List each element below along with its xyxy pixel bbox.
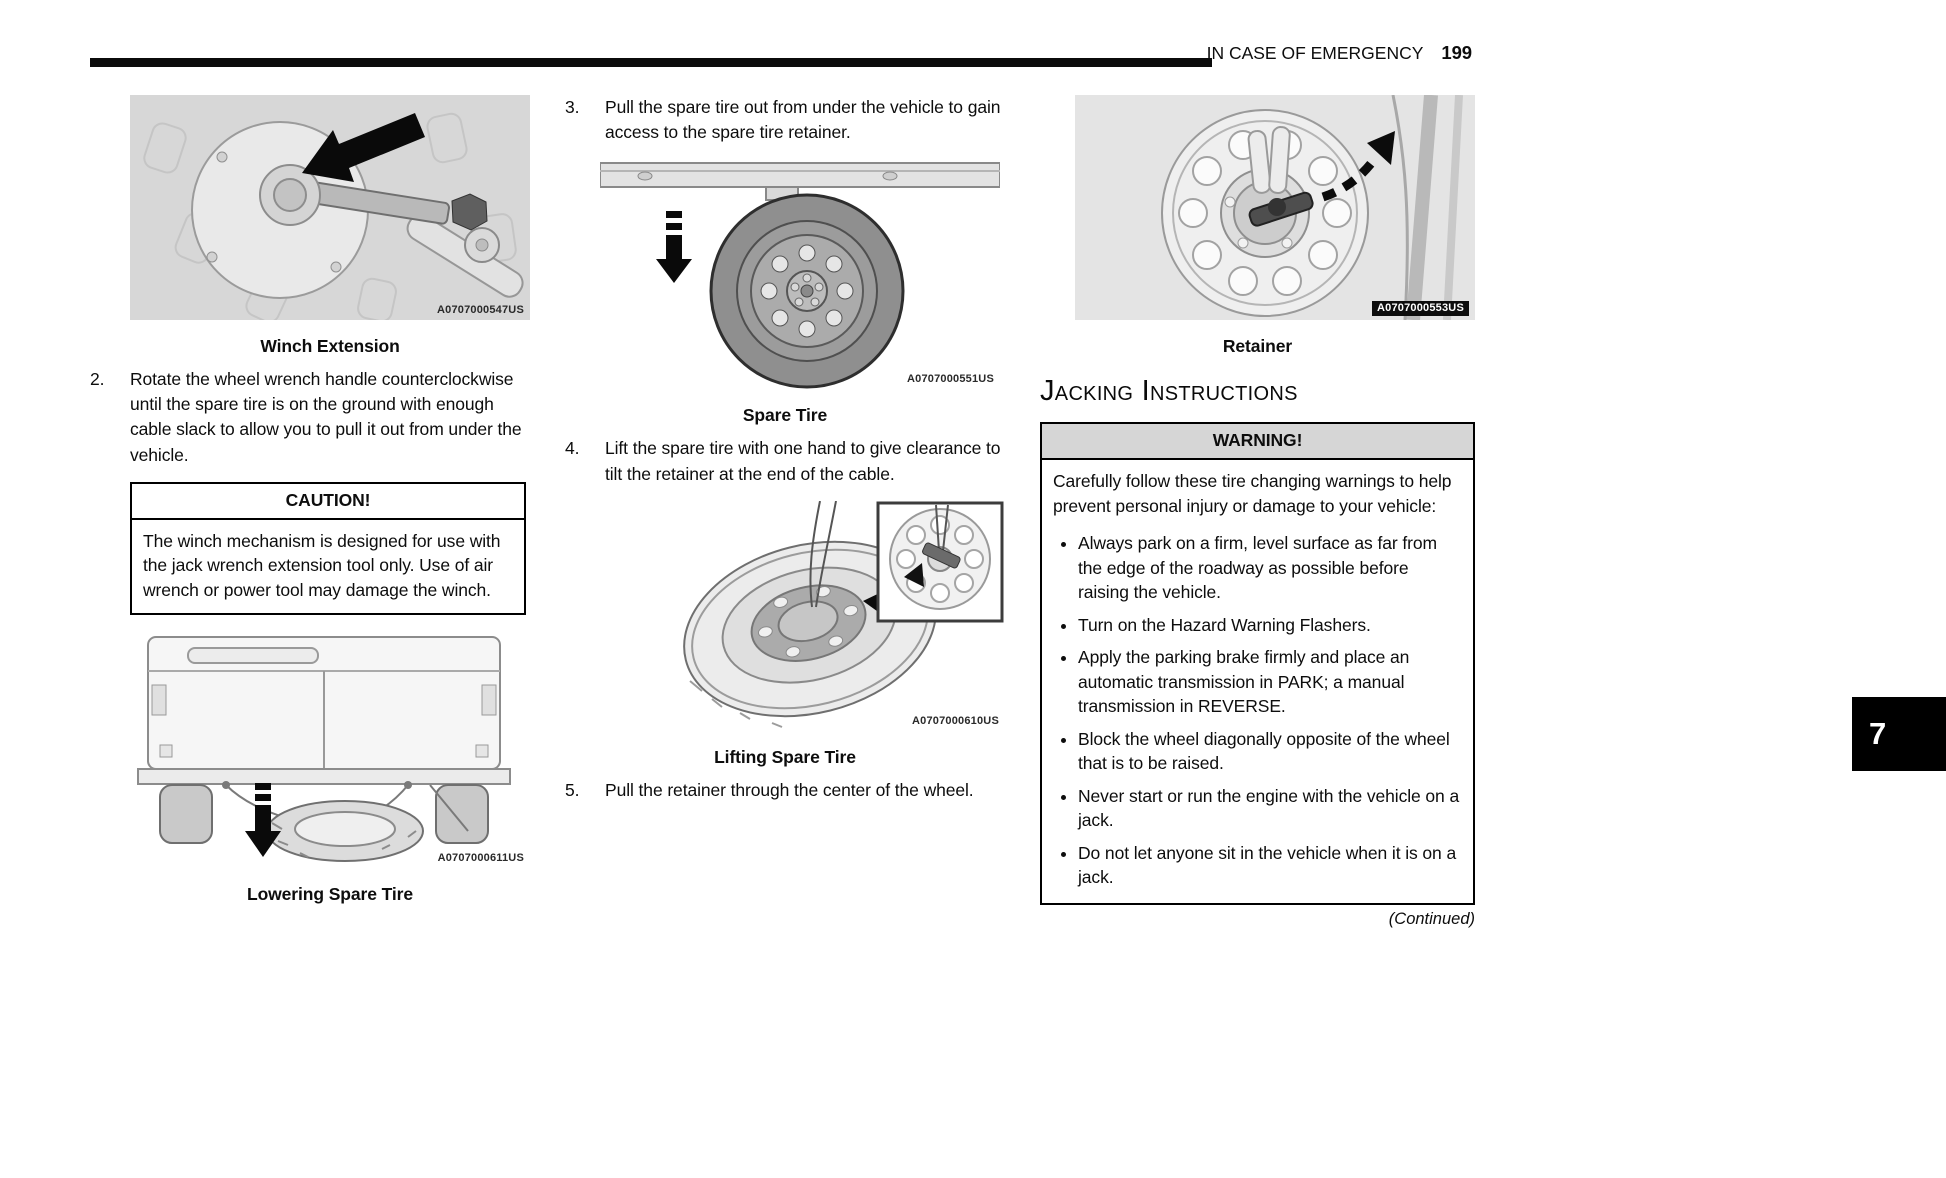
warning-bullet: • Do not let anyone sit in the vehicle when it is on a jack. xyxy=(1078,841,1462,890)
figure-code: A0707000553US xyxy=(1372,301,1469,316)
warning-title: WARNING! xyxy=(1042,424,1473,460)
spare-tire-figure xyxy=(600,159,1000,389)
winch-extension-illustration xyxy=(130,95,530,320)
page-number: 199 xyxy=(1441,42,1472,63)
step-5 xyxy=(565,778,1005,803)
retainer-figure xyxy=(1075,95,1475,320)
figure-caption-lowering-spare-tire: Lowering Spare Tire xyxy=(246,884,414,905)
figure-caption-spare-tire: Spare Tire xyxy=(742,405,828,426)
step-number: 3. xyxy=(565,97,580,117)
figure-caption-lifting-spare-tire: Lifting Spare Tire xyxy=(714,746,856,767)
figure-code: A0707000610US xyxy=(911,714,999,727)
lifting-spare-tire-figure xyxy=(660,501,1005,731)
warning-bullet-list xyxy=(1053,531,1462,890)
step-text: Lift the spare tire with one hand to give clearance to tilt the retainer at the end of the cable. xyxy=(605,438,1001,484)
lifting-spare-tire-illustration xyxy=(660,501,1005,731)
middle-column xyxy=(565,95,1005,817)
warning-bullet: • Never start or run the engine with the vehicle on a jack. xyxy=(1078,784,1462,833)
step-text: Pull the retainer through the center of the wheel. xyxy=(605,779,974,800)
lowering-spare-tire-figure xyxy=(130,633,530,868)
figure-code: A0707000551US xyxy=(906,373,994,386)
left-column xyxy=(90,95,530,915)
step-2 xyxy=(90,367,530,468)
warning-bullet: • Block the wheel diagonally opposite of the wheel that is to be raised. xyxy=(1078,727,1462,776)
spare-tire-illustration xyxy=(600,159,1000,389)
step-3 xyxy=(565,95,1005,145)
step-number: 4. xyxy=(565,438,580,459)
figure-caption-retainer: Retainer xyxy=(1222,336,1293,356)
continued-note: (Continued) xyxy=(1388,909,1475,928)
caution-box xyxy=(130,482,526,616)
caution-title: CAUTION! xyxy=(132,484,524,520)
warning-body xyxy=(1042,460,1473,903)
step-4 xyxy=(565,436,1005,486)
step-number: 2. xyxy=(90,369,105,389)
lowering-spare-tire-illustration xyxy=(130,633,530,868)
figure-caption-winch-extension: Winch Extension xyxy=(260,336,400,356)
jacking-instructions-heading: Jacking Instructions xyxy=(1040,375,1298,407)
step-text: Rotate the wheel wrench handle counterclockwise until the spare tire is on the ground with enough cable slack to allow you to pull it out from under the vehicle. xyxy=(130,369,522,465)
header-rule xyxy=(90,58,1212,67)
arrow-icon xyxy=(656,211,692,283)
chapter-tab xyxy=(1852,697,1946,771)
figure-code: A0707000547US xyxy=(436,304,524,316)
warning-bullet: • Apply the parking brake firmly and place an automatic transmission in PARK; a manual transmission in REVERSE. xyxy=(1078,645,1462,719)
warning-box xyxy=(1040,422,1475,905)
figure-code: A0707000611US xyxy=(437,852,524,865)
section-title: IN CASE OF EMERGENCY xyxy=(1206,43,1424,63)
chapter-tab-number: 7 xyxy=(1869,716,1887,751)
caution-body: The winch mechanism is designed for use with the jack wrench extension tool only. Use of air wrench or power tool may damage the winch. xyxy=(143,530,501,600)
warning-bullet: • Always park on a firm, level surface as far from the edge of the roadway as possible before raising the vehicle. xyxy=(1078,531,1462,605)
warning-intro: Carefully follow these tire changing warnings to help prevent personal injury or damage to your vehicle: xyxy=(1053,471,1452,516)
page-header xyxy=(1150,42,1472,64)
winch-extension-figure xyxy=(130,95,530,320)
right-column xyxy=(1040,95,1475,929)
warning-bullet: • Turn on the Hazard Warning Flashers. xyxy=(1078,613,1462,638)
step-number: 5. xyxy=(565,779,580,800)
retainer-illustration xyxy=(1075,95,1475,320)
step-text: Pull the spare tire out from under the vehicle to gain access to the spare tire retainer. xyxy=(605,97,1001,143)
